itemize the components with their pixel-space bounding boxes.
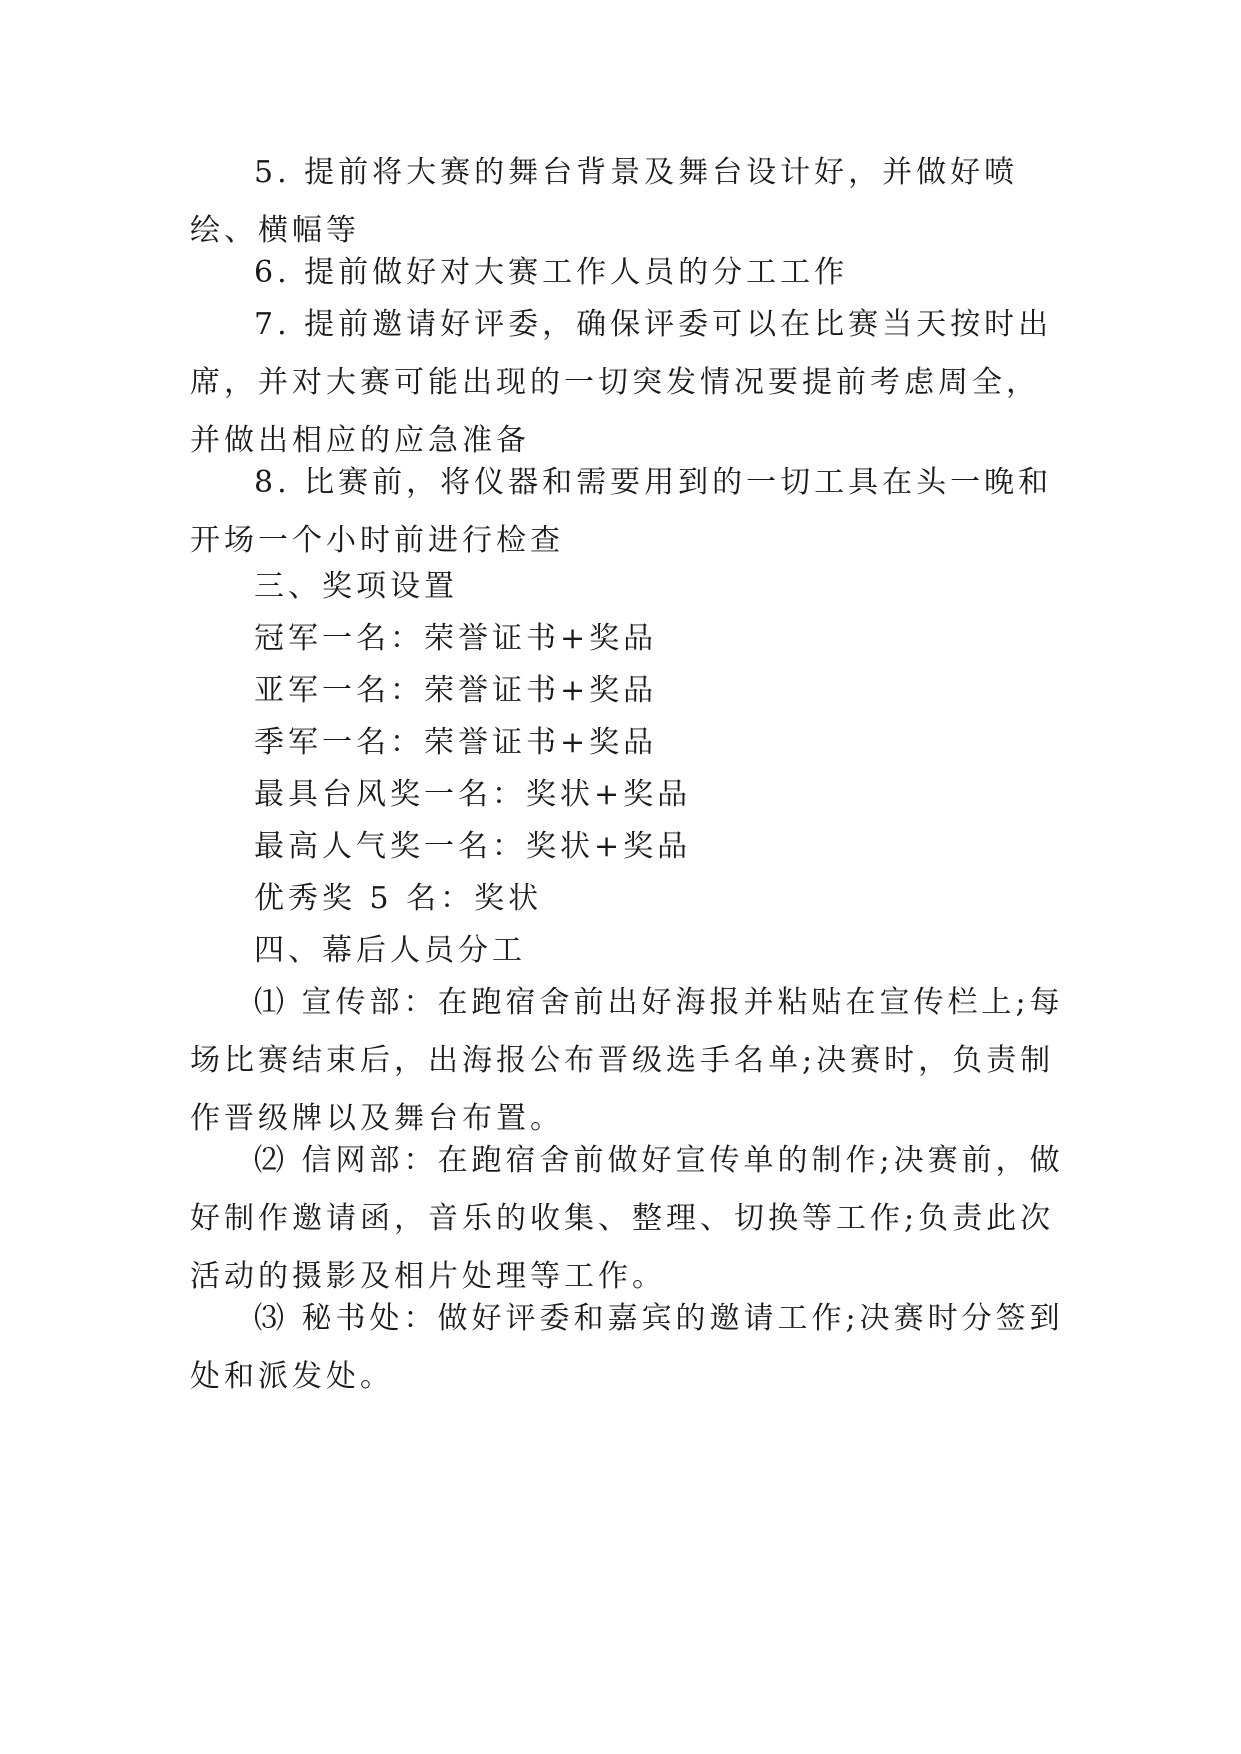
award-item-champion: 冠军一名：荣誉证书+奖品 [254,621,658,656]
paragraph-item-5: 5. 提前将大赛的舞台背景及舞台设计好，并做好喷绘、横幅等 [190,155,1019,248]
award-item-best-stage-presence: 最具台风奖一名：奖状+奖品 [254,777,692,812]
duty-item-secretariat: ⑶ 秘书处：做好评委和嘉宾的邀请工作;决赛时分签到处和派发处。 [190,1301,1064,1394]
paragraph-item-6: 6. 提前做好对大赛工作人员的分工工作 [254,255,849,290]
duty-item-network: ⑵ 信网部：在跑宿舍前做好宣传单的制作;决赛前，做好制作邀请函，音乐的收集、整理、切换等工作;负责此次活动的摄影及相片处理等工作。 [190,1143,1064,1294]
paragraph-item-8: 8. 比赛前，将仪器和需要用到的一切工具在头一晚和开场一个小时前进行检查 [190,465,1053,558]
award-item-excellence: 优秀奖 5 名：奖状 [254,881,543,916]
section-heading-awards: 三、奖项设置 [254,569,458,604]
award-item-runner-up: 亚军一名：荣誉证书+奖品 [254,673,658,708]
paragraph-item-7: 7. 提前邀请好评委，确保评委可以在比赛当天按时出席，并对大赛可能出现的一切突发情况要提前考虑周全，并做出相应的应急准备 [190,307,1053,458]
duty-item-publicity: ⑴ 宣传部：在跑宿舍前出好海报并粘贴在宣传栏上;每场比赛结束后，出海报公布晋级选手名单;决赛时，负责制作晋级牌以及舞台布置。 [190,985,1064,1136]
award-item-most-popular: 最高人气奖一名：奖状+奖品 [254,829,692,864]
award-item-third-place: 季军一名：荣誉证书+奖品 [254,725,658,760]
section-heading-staff: 四、幕后人员分工 [254,933,526,968]
